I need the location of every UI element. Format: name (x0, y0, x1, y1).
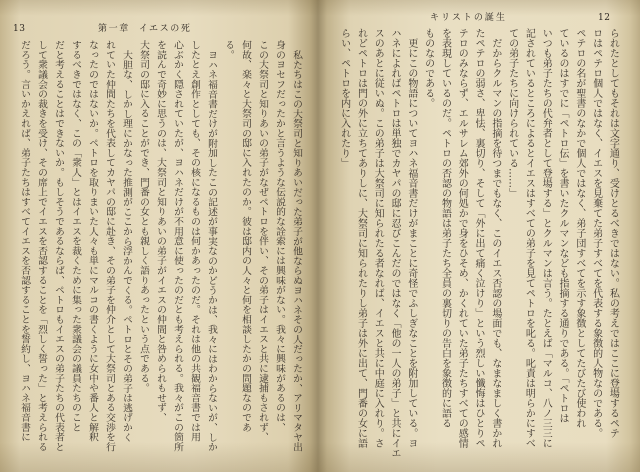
chapter-label: 第一章 (98, 24, 130, 34)
body-text (16, 40, 305, 464)
text-column: る。 (223, 40, 234, 60)
text-column: 更にこの物語についてヨハネ福音書だけがまことに奇怪でふしぎなことを附加している。ヨ (405, 38, 417, 448)
text-column: だからクルマンの指摘を待つまでもなく、このイエス否認の場面でも、なまなましく書かれ (489, 38, 501, 448)
text-column: するべきではなく、この「衆人」とはイエスを裁くために集った衆議会の議員たちのこと (70, 40, 81, 432)
running-head: キリストの誕生 (430, 13, 507, 23)
text-column: 身のヨセフだったかと言うような伝説的な詮索には興味がない。我々に興味があるのは、 (274, 40, 285, 432)
right-page (318, 0, 640, 472)
text-column: 何故、楽々と大祭司の邸に入れたのか。彼は邸内の人々と何を相談したかの問題なのであ (240, 40, 251, 432)
text-column: ヨハネ福音書だけが附加したこの記述が事実なのかどうかは、我々にはわからないが、しか (206, 49, 217, 452)
body-text (335, 28, 621, 460)
text-column: らい、ペトロを内に入れたり」 (338, 28, 350, 168)
text-column: ての弟子たちに向けられている……」 (506, 28, 518, 198)
text-column: られたとしてもそれは文字通り、受けとるべきではない。私の考えではここに登場するペテ (607, 28, 619, 438)
text-column: この大祭司と知りあいの弟子がなぜペトロを伴い、その弟子はイエスと共に逮捕もされず、 (257, 40, 268, 442)
left-page (0, 0, 318, 472)
chapter-title: イエスの死 (138, 24, 192, 34)
text-column: ハネによればペトロは単独でカヤパの邸に忍びこんだのではなく「他の一人の弟子」と共にイエ (389, 28, 401, 458)
text-column: たペテロの弱さ、卑怯、裏切り、そして「外に出て痛く泣けり」という烈しい懺悔はひとりペ (473, 28, 485, 448)
text-column: スのあとに従いぬ。この弟子は大祭司に知られたる者なれば、イエスと共に中庭に入れり。さ (372, 28, 384, 448)
text-column: 大胆な、しかし理にかなった推測がここから浮かんでくる。ペトロとその弟子は逃げかく (121, 49, 132, 442)
text-column: 私たちはこの大祭司と知りあいだった弟子が他ならぬヨハネその人だったか、アリマタヤ出 (291, 49, 302, 452)
text-column: れていた仲間たちを代表してカヤパの邸に赴き、その弟子を仲介として大祭司とある交渉を行 (104, 40, 115, 452)
page-number: 12 (598, 13, 611, 23)
text-column: テロのみならず、エルサレム郊外の何処かで身をひそめ、かくれていた弟子たちすべての感情 (456, 28, 468, 448)
page-number: 13 (13, 24, 26, 34)
text-column: 記されているところによるとイエスはすべての弟子を見てペトロを叱る。叱責は明らかにすべ (523, 28, 535, 448)
text-column: だと考えることはできないか。もしそうであるならば、ペトロもイエスの弟子たちの代表者と (53, 40, 64, 452)
text-column: を読んで奇妙に思うのは、大祭司と知りあいの弟子がイエスの仲間と咎められもせず、 (155, 40, 166, 423)
text-column: 心ぶかく隠されていたが、ヨハネだけが不用意に使ったのだとも考えられる。我々がこの箇所 (172, 40, 183, 452)
text-column: ものなのである。 (422, 28, 434, 108)
text-column: したとえ創作としても、その核になるものは何かあったのだ。それは他の共観福音書では用 (189, 40, 200, 442)
text-column: ているのはすでに「ペトロ伝」を書いたクルマンなども指摘する通りである。「ペトロは (557, 28, 569, 423)
text-column: いつも弟子たちの代弁者として登場する」とクルマンは言う。たとえば「マルコ、八ノ三三に (540, 28, 552, 448)
text-column: ロはペテロ個人ではなく、イエスを見棄てた弟子すべてを代表する象徴的人物なのである。 (590, 28, 602, 438)
text-column: なったのではないか。ペトロを取りまいた人々も単にマルコの書くように女中や番人と解釈 (87, 40, 98, 442)
text-column: を表現しているのだ。ペトロの否認の物語は弟子たち全員の裏切りの告白を象徴的に語る (439, 28, 451, 428)
text-column: して衆議会の裁きを受け、その席上でイエスを否認することを「烈しく誓った」と考えられる (36, 40, 47, 452)
text-column: だろう。言いかえれば、弟子たちはすべてイエスを否認することを誓約し、ヨハネ福音書に (19, 40, 30, 442)
text-column: ペテロの名が聖書のなかで個人ではなく、弟子団すべてを示す象徴としてたびたび使われ (573, 28, 585, 428)
text-column: 大祭司の邸に入ることができ、門番の女とも親しく語りあったという点である。 (138, 40, 149, 393)
running-head (98, 24, 191, 34)
text-column: れどペトロは門の外に立ちてありしに、大祭司に知られたりし弟子は外に出て、門番の女に語 (355, 28, 367, 448)
